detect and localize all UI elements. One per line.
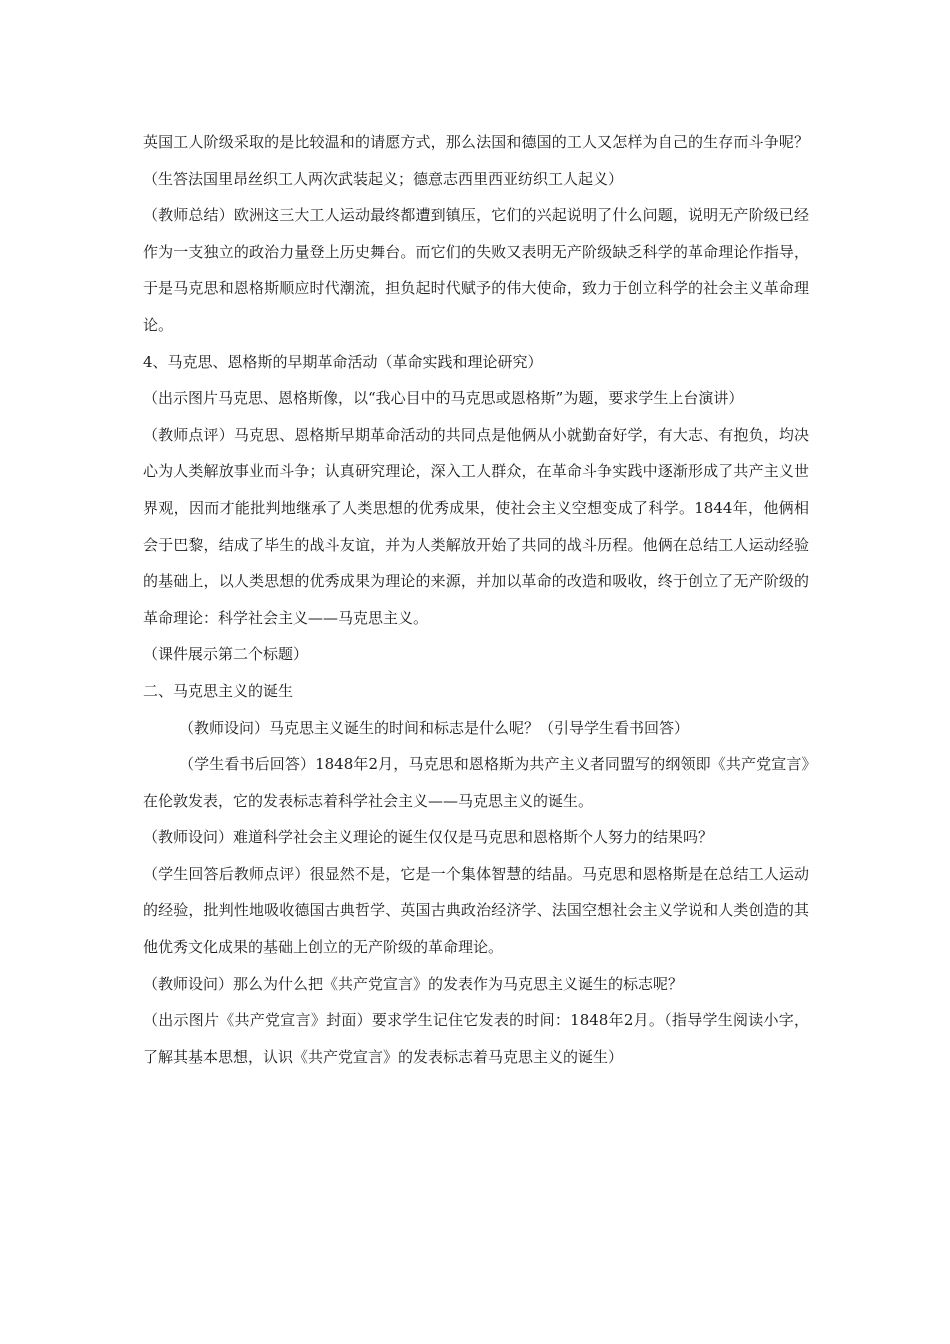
paragraph-teacher-question-2: （教师设问）难道科学社会主义理论的诞生仅仅是马克思和恩格斯个人努力的结果吗？ (143, 828, 714, 847)
paragraph-student-answer: （学生看书后回答）1848年2月，马克思和恩格斯为共产主义者同盟写的纲领即《共产党宣言》在伦敦发表，它的发表标志着科学社会主义——马克思主义的诞生。 (143, 755, 809, 810)
paragraph-section-4-heading: 4、马克思、恩格斯的早期革命活动（革命实践和理论研究） (143, 352, 543, 371)
document-body (143, 124, 809, 1075)
paragraph-courseware-note: （课件展示第二个标题） (143, 645, 309, 664)
paragraph-teacher-summary: （教师总结）欧洲这三大工人运动最终都遭到镇压，它们的兴起说明了什么问题，说明无产阶级已经作为一支独立的政治力量登上历史舞台。而它们的失败又表明无产阶级缺乏科学的革命理论作指导，于是马克思和恩格斯顺应时代潮流，担负起时代赋予的伟大使命，致力于创立科学的社会主义革命理论。 (143, 206, 809, 334)
paragraph-show-manifesto-cover: （出示图片《共产党宣言》封面）要求学生记住它发表的时间：1848年2月。（指导学生阅读小字，了解其基本思想，认识《共产党宣言》的发表标志着马克思主义的诞生） (143, 1011, 809, 1066)
paragraph-show-portraits: （出示图片马克思、恩格斯像，以“我心目中的马克思或恩格斯”为题，要求学生上台演讲） (143, 389, 744, 408)
paragraph-teacher-comment: （教师点评）马克思、恩格斯早期革命活动的共同点是他俩从小就勤奋好学，有大志、有抱负，均决心为人类解放事业而斗争；认真研究理论，深入工人群众，在革命斗争实践中逐渐形成了共产主义世界观，因而才能批判地继承了人类思想的优秀成果，使社会主义空想变成了科学。1844年，他俩相会于巴黎，结成了毕生的战斗友谊，并为人类解放开始了共同的战斗历程。他俩在总结工人运动经验的基础上，以人类思想的优秀成果为理论的来源，并加以革命的改造和吸收，终于创立了无产阶级的革命理论：科学社会主义——马克思主义。 (143, 425, 809, 627)
paragraph-teacher-question-1: （教师设问）马克思主义诞生的时间和标志是什么呢？（引导学生看书回答） (179, 718, 690, 737)
paragraph-teacher-remark: （学生回答后教师点评）很显然不是，它是一个集体智慧的结晶。马克思和恩格斯是在总结工人运动的经验，批判性地吸收德国古典哲学、英国古典政治经济学、法国空想社会主义学说和人类创造的其他优秀文化成果的基础上创立的无产阶级的革命理论。 (143, 864, 809, 957)
section-heading-marxism-birth: 二、马克思主义的诞生 (143, 681, 294, 700)
paragraph-teacher-question-3: （教师设问）那么为什么把《共产党宣言》的发表作为马克思主义诞生的标志呢？ (143, 974, 684, 993)
paragraph-workers-struggle: 英国工人阶级采取的是比较温和的请愿方式，那么法国和德国的工人又怎样为自己的生存而斗争呢？（生答法国里昂丝织工人两次武装起义；德意志西里西亚纺织工人起义） (143, 133, 809, 188)
